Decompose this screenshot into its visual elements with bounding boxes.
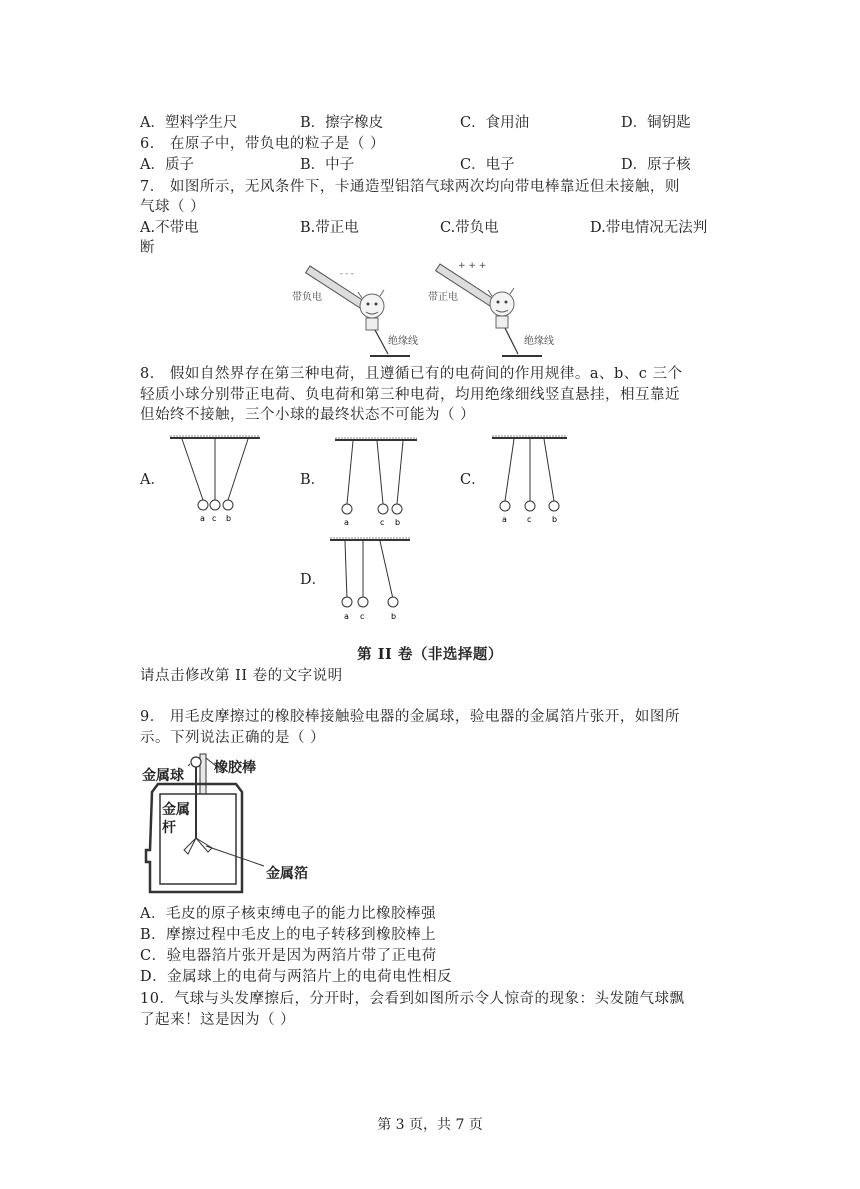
foil-label: 金属箔 (266, 866, 308, 882)
ball-label: 金属球 (142, 768, 184, 784)
q6-option-b: B．中子 (300, 157, 355, 173)
pos-rod-label: 带正电 (428, 292, 458, 303)
q8-stem-line1: 8． 假如自然界存在第三种电荷，且遵循已有的电荷间的作用规律。a、b、c 三个 (140, 366, 683, 382)
q8-option-b-label: B． (300, 472, 326, 488)
q9-stem-line1: 9． 用毛皮摩擦过的橡胶棒接触验电器的金属球，验电器的金属箔片张开，如图所 (140, 709, 680, 725)
section-title: 第 II 卷（非选择题） (357, 646, 503, 663)
q10-stem-line2: 了起来！这是因为（ ） (140, 1012, 296, 1028)
page-footer: 第 3 页，共 7 页 (377, 1117, 483, 1133)
q8-figure-a (170, 434, 260, 524)
q5-option-c: C．食用油 (460, 115, 530, 131)
q7-option-b: B.带正电 (300, 220, 359, 236)
q9-option-c: C．验电器箔片张开是因为两箔片带了正电荷 (140, 948, 437, 964)
stem-label: 金属 (162, 802, 190, 818)
q5-option-d: D．铜钥匙 (621, 115, 691, 131)
q8-figure-d (330, 536, 415, 626)
q7-stem-line1: 7． 如图所示，无风条件下，卡通造型铝箔气球两次均向带电棒靠近但未接触，则 (140, 179, 680, 195)
neg-signs: - - - (340, 269, 354, 278)
ball-label: c (212, 514, 217, 523)
ball-label: a (200, 514, 205, 523)
section-note: 请点击修改第 II 卷的文字说明 (140, 668, 343, 684)
q7-option-a: A.不带电 (140, 220, 199, 236)
ball-label: c (360, 612, 365, 621)
negative-rod (306, 266, 369, 311)
q9-stem-line2: 示。下列说法正确的是（ ） (140, 730, 326, 746)
thread-label-right: 绝缘线 (524, 336, 554, 347)
ball-label: b (395, 518, 401, 527)
q8-figure-c (492, 434, 572, 529)
ball-label: a (344, 612, 349, 621)
ball-label: a (344, 518, 349, 527)
q9-electroscope-figure (140, 750, 330, 900)
q8-option-c-label: C． (460, 472, 486, 488)
pos-signs: + + + (458, 261, 487, 271)
ball-label: c (527, 515, 532, 524)
q8-stem-line2: 轻质小球分别带正电荷、负电荷和第三种电荷，均用绝缘细线竖直悬挂，相互靠近 (140, 387, 680, 403)
rod-label: 橡胶棒 (214, 760, 256, 776)
q10-stem-line1: 10．气球与头发摩擦后，分开时，会看到如图所示令人惊奇的现象：头发随气球飘 (140, 991, 685, 1007)
ball-label: b (552, 515, 558, 524)
q6-option-a: A．质子 (140, 157, 194, 173)
q9-option-b: B．摩擦过程中毛皮上的电子转移到橡胶棒上 (140, 927, 437, 943)
q7-option-d: D.带电情况无法判 (590, 220, 708, 236)
q6-option-c: C．电子 (460, 157, 515, 173)
q5-option-a: A．塑料学生尺 (140, 115, 238, 131)
q6-option-d: D．原子核 (621, 157, 691, 173)
balloon-right (488, 288, 514, 328)
metal-ball (191, 757, 201, 767)
q9-option-d: D．金属球上的电荷与两箔片上的电荷电性相反 (140, 969, 453, 985)
ball-label: a (502, 515, 507, 524)
q7-option-c: C.带负电 (440, 220, 499, 236)
q7-option-d-wrap: 断 (140, 240, 155, 256)
q7-stem-line2: 气球（ ） (140, 199, 206, 215)
balloon-left (358, 290, 384, 330)
thread-label-left: 绝缘线 (388, 336, 418, 347)
stem-label: 杆 (162, 820, 176, 836)
q7-figure (280, 254, 580, 364)
ball-label: b (391, 612, 397, 621)
q5-option-b: B．擦字橡皮 (300, 115, 384, 131)
neg-rod-label: 带负电 (292, 292, 322, 303)
ball-label: b (226, 514, 232, 523)
q9-option-a: A．毛皮的原子核束缚电子的能力比橡胶棒强 (140, 906, 436, 922)
q6-stem: 6． 在原子中，带负电的粒子是（ ） (140, 136, 385, 152)
q8-figure-b (335, 434, 420, 529)
q8-option-d-label: D． (300, 572, 327, 588)
q8-option-a-label: A． (140, 472, 165, 488)
q8-stem-line3: 但始终不接触，三个小球的最终状态不可能为（ ） (140, 407, 476, 423)
ball-label: c (380, 518, 385, 527)
